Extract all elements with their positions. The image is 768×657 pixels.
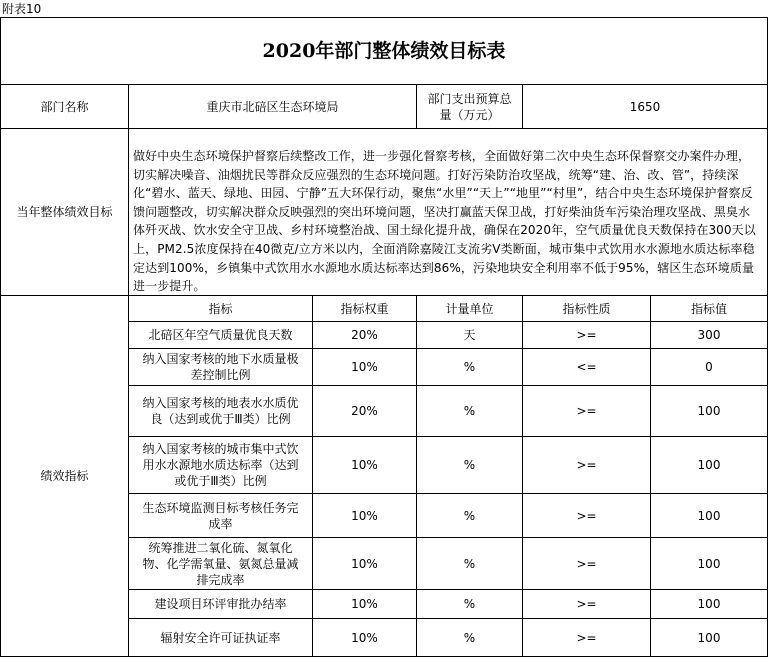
row-6-unit: %: [463, 556, 476, 571]
row-4-unit: %: [463, 458, 476, 472]
row-7-nature: >=: [576, 597, 597, 611]
row-5-value: 100: [697, 508, 721, 523]
row-8-unit: %: [463, 630, 476, 645]
col-header-unit: 计量单位: [445, 301, 494, 316]
annual-goal-text: 做好中央生态环境保护督察后续整改工作，进一步强化督察考核，全面做好第二次中央生态环保督察交办案件办理，切实解决噪音、油烟扰民等群众反应强烈的生态环境问题。打好污染防治攻坚战，统筹“建、治、改、管”，持续深化“碧水、蓝天、绿地、田园、宁静”五大环保行动，聚焦“水里”“天上”“地里”“村里”，结合中央生态环境保护督察反馈问题整改，切实解决群众反映强烈的突出环境问题，坚决打赢蓝天保卫战，打好柴油货车污染治理攻坚战、黑臭水体歼灭战、饮水安全守卫战、乡村环境整治战、国土绿化提升战，确保在2020年，空气质量优良天数保持在300天以上，PM2.5浓度保持在40微克/立方米以内，全面消除嘉陵江支流劣Ⅴ类断面，城市集中式饮用水水源地水质达标率稳定达到100%，乡镇集中式饮用水水源地水质达标率达到86%，污染地块安全利用率不低于95%，辖区生态环境质量进一步提升。: [133, 149, 756, 294]
row-5-unit: %: [463, 508, 476, 523]
row-3-weight: 20%: [351, 404, 378, 418]
row-2-weight: 10%: [351, 360, 378, 374]
row-6-weight: 10%: [351, 556, 378, 571]
row-1-unit: 天: [463, 328, 476, 342]
row-8-nature: >=: [576, 630, 597, 645]
row-7-indicator: 建设项目环评审批办结率: [154, 597, 287, 611]
row-8-value: 100: [697, 630, 721, 645]
dept-name-label: 部门名称: [40, 99, 89, 114]
row-3-unit: %: [463, 404, 476, 418]
row-5-nature: >=: [576, 508, 597, 523]
row-7-unit: %: [463, 597, 476, 611]
row-2-indicator: 纳入国家考核的地下水质量极差控制比例: [142, 352, 299, 382]
row-6-nature: >=: [576, 556, 597, 571]
row-2-nature: <=: [576, 360, 597, 374]
row-5-weight: 10%: [351, 508, 378, 523]
row-5-indicator: 生态环境监测目标考核任务完成率: [142, 500, 299, 531]
row-4-indicator: 纳入国家考核的城市集中式饮用水水源地水质达标率（达到或优于Ⅲ类）比例: [142, 442, 299, 488]
row-1-value: 300: [697, 328, 721, 342]
page-title: 2020年部门整体绩效目标表: [262, 40, 506, 62]
row-8-indicator: 辐射安全许可证执证率: [160, 630, 281, 645]
annual-goal-label: 当年整体绩效目标: [16, 205, 113, 219]
attachment-label: 附表10: [2, 2, 42, 16]
row-6-indicator: 统筹推进二氧化硫、氮氧化物、化学需氧量、氨氮总量减排完成率: [142, 540, 299, 587]
row-4-nature: >=: [576, 458, 597, 472]
row-7-value: 100: [697, 597, 721, 611]
row-1-weight: 20%: [351, 328, 378, 342]
col-header-nature: 指标性质: [562, 301, 611, 316]
row-3-value: 100: [697, 404, 721, 418]
row-4-weight: 10%: [351, 458, 378, 472]
row-3-nature: >=: [576, 404, 597, 418]
row-2-unit: %: [463, 360, 476, 374]
row-6-value: 100: [697, 556, 721, 571]
row-4-value: 100: [697, 458, 721, 472]
row-1-indicator: 北碚区年空气质量优良天数: [148, 328, 293, 342]
col-header-weight: 指标权重: [340, 301, 389, 316]
col-header-indicator: 指标: [208, 301, 233, 316]
budget-value: 1650: [629, 99, 661, 114]
row-8-weight: 10%: [351, 630, 378, 645]
row-1-nature: >=: [576, 328, 597, 342]
dept-name-value: 重庆市北碚区生态环境局: [206, 99, 339, 114]
row-7-weight: 10%: [351, 597, 378, 611]
perf-indicators-label: 绩效指标: [40, 469, 89, 483]
budget-label: 部门支出预算总量（万元）: [427, 91, 512, 122]
col-header-value: 指标值: [690, 301, 727, 316]
row-3-indicator: 纳入国家考核的地表水水质优良（达到或优于Ⅲ类）比例: [142, 396, 299, 426]
row-2-value: 0: [705, 360, 713, 374]
